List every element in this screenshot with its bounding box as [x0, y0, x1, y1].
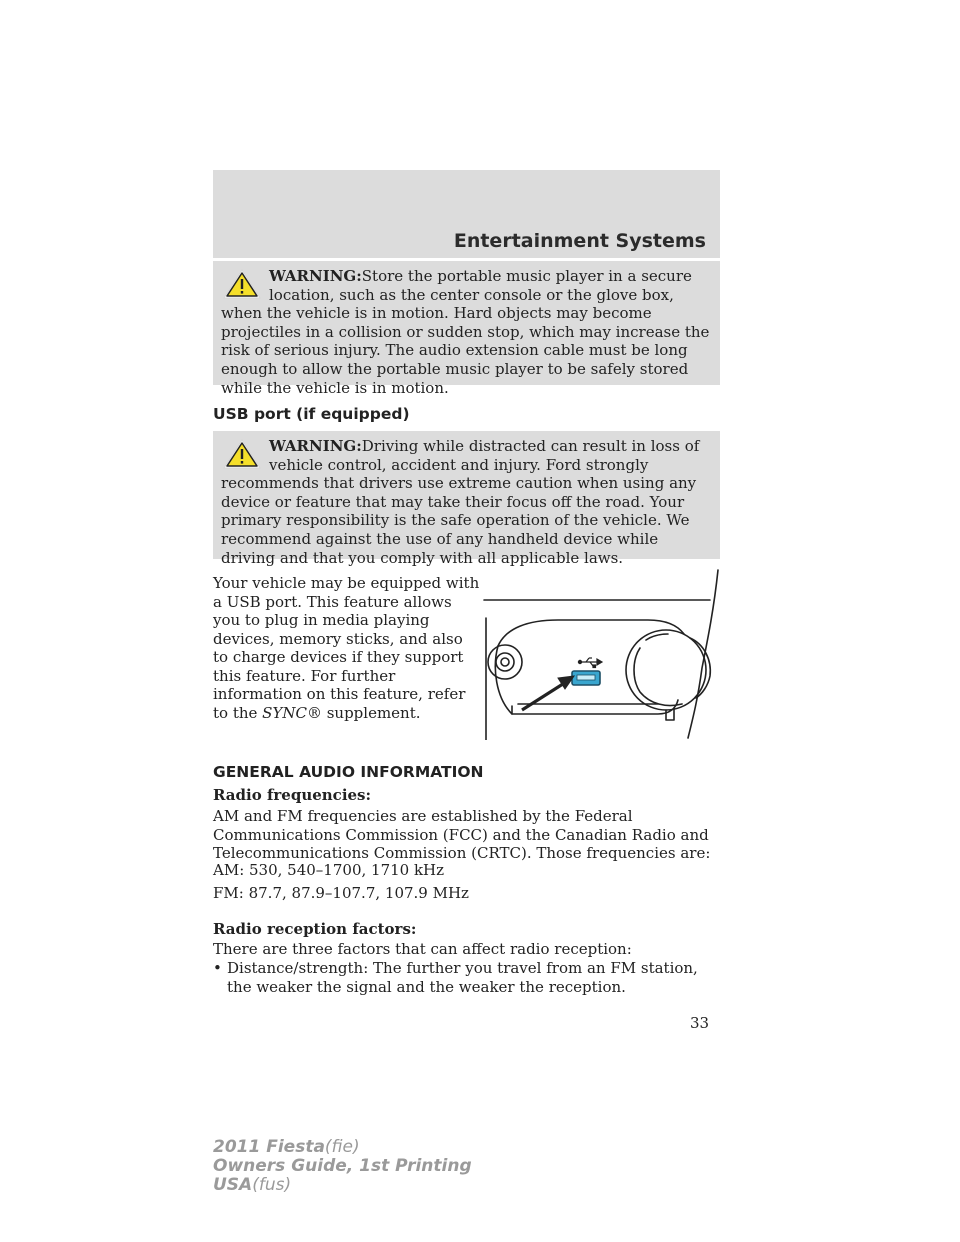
document-footer	[213, 1138, 472, 1195]
section-title: Entertainment Systems	[453, 230, 706, 252]
warning-text: Driving while distracted can result in loss of vehicle control, accident and injury. Ford strongly recommends that drivers use extreme caution when using any device or feature that may take their focus off the road. Your primary responsibility is the safe operation of the vehicle. We recommend against the use of any handheld device while driving and that you comply with all applicable laws.	[221, 437, 700, 567]
usb-description-text: Your vehicle may be equipped with a USB port. This feature allows you to plug in media playing devices, memory sticks, and also to charge devices if they support this feature. For further information on this feature, refer to the	[213, 574, 480, 722]
footer-edition: Owners Guide, 1st Printing	[213, 1156, 472, 1176]
warning-text: Store the portable music player in a secure location, such as the center console or the glove box, when the vehicle is in motion. Hard objects may become projectiles in a collision or sudden stop, which may increase the risk of serious injury. The audio extension cable must be long enough to allow the portable music player to be safely stored while the vehicle is in motion.	[221, 267, 710, 397]
warning-triangle-icon	[221, 437, 263, 471]
radio-reception-label: Radio reception factors:	[213, 920, 417, 938]
usb-port-heading: USB port (if equipped)	[213, 405, 410, 423]
usb-description-end: supplement.	[321, 703, 421, 722]
warning-lead: WARNING:	[269, 267, 362, 285]
fm-frequency-range: FM: 87.7, 87.9–107.7, 107.9 MHz	[213, 884, 469, 902]
am-frequency-range: AM: 530, 540–1700, 1710 kHz	[213, 861, 445, 879]
list-item	[213, 959, 713, 996]
page-number: 33	[690, 1014, 710, 1032]
usb-port-illustration	[478, 568, 722, 740]
footer-model-code: (fie)	[324, 1137, 360, 1157]
reception-intro: There are three factors that can affect radio reception:	[213, 940, 632, 958]
footer-market: USA	[213, 1175, 253, 1195]
bullet-icon: •	[213, 959, 222, 977]
warning-triangle-icon	[221, 267, 263, 301]
radio-frequencies-label: Radio frequencies:	[213, 786, 372, 804]
warning-box-distraction	[213, 431, 720, 567]
radio-frequencies-text: AM and FM frequencies are established by the Federal Communications Commission (FCC) and the Canadian Radio and Telecommunications Commission (CRTC). Those frequencies are:	[213, 807, 711, 862]
list-item-text: Distance/strength: The further you travel from an FM station, the weaker the signal and the weaker the reception.	[227, 959, 698, 996]
usb-description	[213, 574, 481, 722]
sync-reference: SYNC®	[262, 703, 322, 722]
general-audio-heading: GENERAL AUDIO INFORMATION	[213, 763, 484, 781]
section-header-band	[213, 170, 720, 258]
footer-market-code: (fus)	[252, 1175, 292, 1195]
footer-model: 2011 Fiesta	[213, 1137, 325, 1157]
warning-lead: WARNING:	[269, 437, 362, 455]
warning-box-portable-player	[213, 261, 720, 397]
